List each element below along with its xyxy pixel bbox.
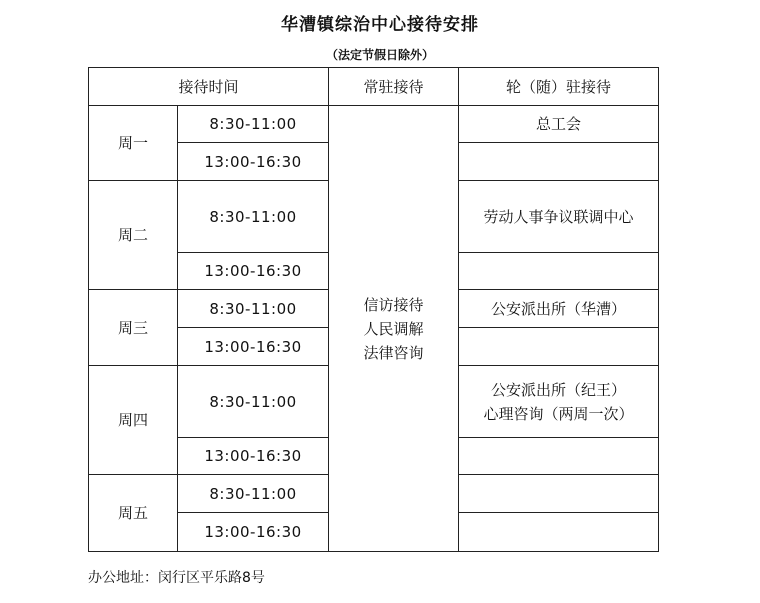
rotation-cell (459, 366, 659, 438)
time-slot: 8:30-11:00 (178, 181, 329, 253)
page-subtitle: （法定节假日除外） (325, 48, 434, 62)
rotation-cell (459, 328, 659, 366)
reception-schedule-table (88, 67, 659, 552)
rotation-cell (459, 513, 659, 552)
rotation-line: 公安派出所（纪王） (491, 380, 627, 399)
rotation-cell: 公安派出所（华漕） (459, 290, 659, 328)
header-time: 接待时间 (89, 68, 329, 106)
time-slot: 13:00-16:30 (178, 328, 329, 366)
header-row (89, 68, 659, 106)
standing-service: 信访接待 (363, 295, 424, 314)
time-slot: 13:00-16:30 (178, 513, 329, 552)
day-cell: 周二 (89, 181, 178, 290)
office-address: 办公地址：闵行区平乐路8号 (88, 570, 265, 586)
time-slot: 13:00-16:30 (178, 143, 329, 181)
day-cell: 周一 (89, 106, 178, 181)
day-cell: 周四 (89, 366, 178, 475)
rotation-cell (459, 475, 659, 513)
day-cell: 周三 (89, 290, 178, 366)
table-row (89, 106, 659, 143)
time-slot: 13:00-16:30 (178, 253, 329, 290)
page-title: 华漕镇综治中心接待安排 (281, 15, 479, 35)
rotation-cell: 劳动人事争议联调中心 (459, 181, 659, 253)
time-slot: 8:30-11:00 (178, 106, 329, 143)
rotation-cell (459, 438, 659, 475)
standing-services-cell (329, 106, 459, 552)
standing-service: 法律咨询 (363, 343, 424, 362)
time-slot: 13:00-16:30 (178, 438, 329, 475)
rotation-cell (459, 253, 659, 290)
rotation-cell: 总工会 (459, 106, 659, 143)
day-cell: 周五 (89, 475, 178, 552)
rotation-cell (459, 143, 659, 181)
rotation-line: 心理咨询（两周一次） (483, 404, 634, 423)
time-slot: 8:30-11:00 (178, 290, 329, 328)
header-rotation: 轮（随）驻接待 (459, 68, 659, 106)
header-standing: 常驻接待 (329, 68, 459, 106)
standing-service: 人民调解 (363, 319, 424, 338)
time-slot: 8:30-11:00 (178, 475, 329, 513)
time-slot: 8:30-11:00 (178, 366, 329, 438)
